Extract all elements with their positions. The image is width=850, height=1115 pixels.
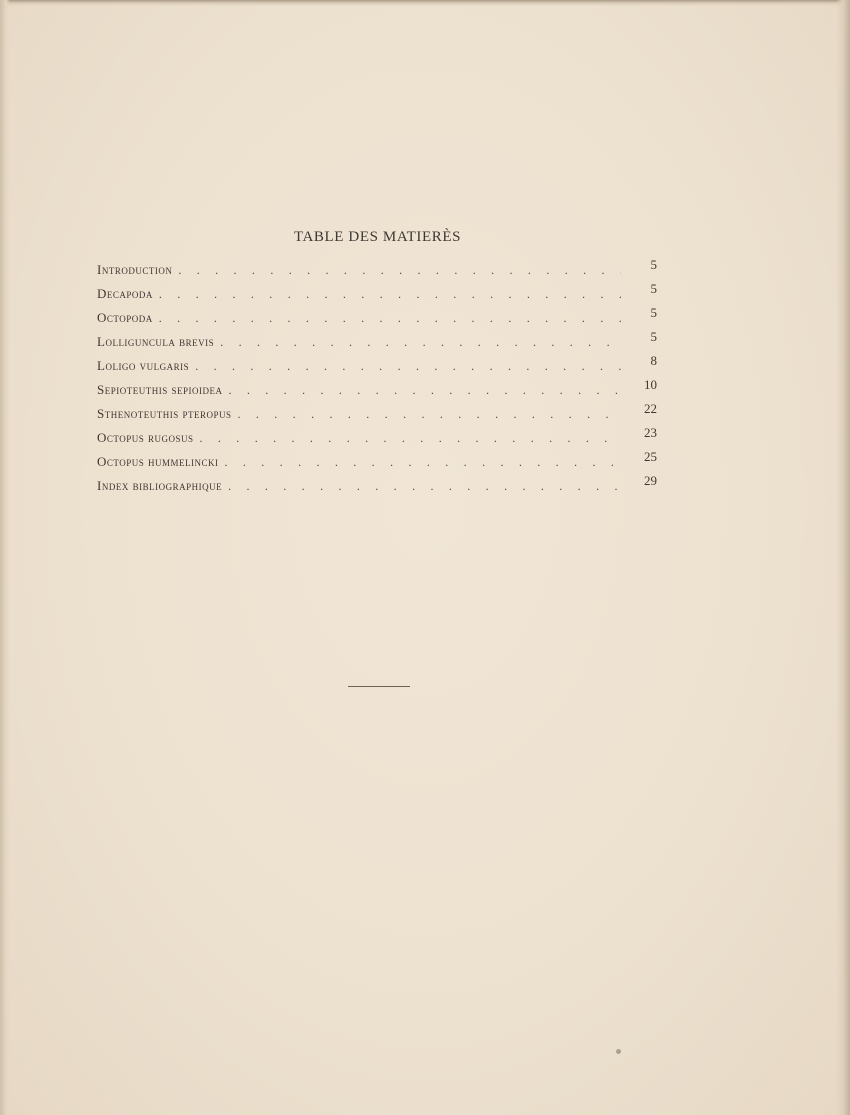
toc-entry	[97, 473, 657, 502]
toc-entry-page: 5	[650, 281, 657, 296]
toc-entry	[97, 305, 657, 334]
toc-entry-page: 29	[644, 473, 657, 488]
toc-entry-label: Decapoda	[97, 286, 153, 301]
toc-entry-page: 8	[650, 353, 657, 368]
toc-entry-page: 22	[644, 401, 657, 416]
toc-entry-label: Introduction	[97, 262, 173, 277]
page-right-edge	[836, 0, 850, 1115]
toc-entry	[97, 449, 657, 478]
page-left-edge	[0, 0, 10, 1115]
toc-entry-label: Octopoda	[97, 310, 153, 325]
toc-entry-page: 5	[650, 305, 657, 320]
toc-entry	[97, 329, 657, 358]
toc-entry-page: 5	[650, 257, 657, 272]
toc-entry-page: 10	[644, 377, 657, 392]
toc-leader-dots	[228, 479, 621, 494]
toc-entry	[97, 425, 657, 454]
toc-entry-page: 5	[650, 329, 657, 344]
toc-entry	[97, 281, 657, 310]
toc-entry-label: Loligo vulgaris	[97, 358, 190, 373]
toc-leader-dots	[228, 383, 621, 398]
toc-leader-dots	[159, 287, 621, 302]
toc-leader-dots	[224, 455, 621, 470]
toc-entry-label: Octopus rugosus	[97, 430, 194, 445]
toc-leader-dots	[200, 431, 622, 446]
toc-entry-page: 25	[644, 449, 657, 464]
toc-entry-label: Lolliguncula brevis	[97, 334, 215, 349]
toc-entry-label: Index bibliographique	[97, 478, 223, 493]
toc-entry	[97, 401, 657, 430]
toc-entry-label: Sthenoteuthis pteropus	[97, 406, 232, 421]
toc-leader-dots	[195, 359, 621, 374]
toc-leader-dots	[178, 263, 621, 278]
toc-entry-page: 23	[644, 425, 657, 440]
toc-entry	[97, 377, 657, 406]
table-of-contents	[97, 257, 657, 502]
toc-leader-dots	[159, 311, 621, 326]
toc-entry-label: Sepioteuthis sepioidea	[97, 382, 223, 397]
toc-entry-label: Octopus hummelincki	[97, 454, 219, 469]
toc-leader-dots	[237, 407, 621, 422]
page-title: TABLE DES MATIERÈS	[293, 229, 462, 245]
toc-entry	[97, 353, 657, 382]
toc-leader-dots	[220, 335, 621, 350]
toc-entry	[97, 257, 657, 286]
page-top-edge	[0, 0, 850, 6]
paper-speck	[616, 1049, 621, 1054]
section-divider	[348, 686, 410, 687]
